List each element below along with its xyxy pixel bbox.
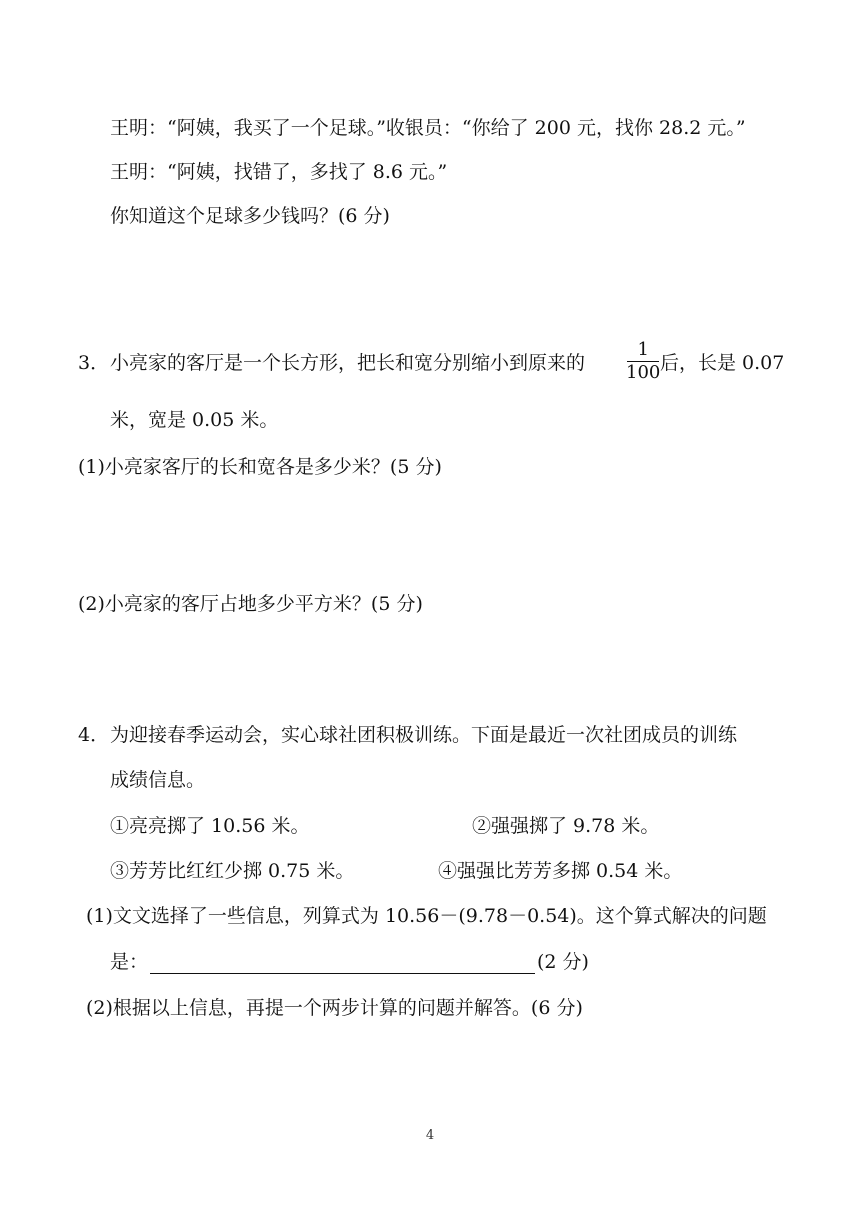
q4-info-4: ④强强比芳芳多掷 0.54 米。 — [438, 860, 683, 882]
answer-points: (2 分) — [537, 951, 589, 973]
q2-question: 你知道这个足球多少钱吗？(6 分) — [110, 205, 390, 227]
page-number: 4 — [425, 1128, 435, 1143]
fraction-numerator: 1 — [637, 339, 649, 360]
q4-sub-question-1-line-1: (1)文文选择了一些信息，列算式为 10.56－(9.78－0.54)。这个算式解决的问题 — [86, 905, 767, 927]
q4-line-1: 为迎接春季运动会，实心球社团积极训练。下面是最近一次社团成员的训练 — [110, 724, 738, 746]
q4-info-3: ③芳芳比红红少掷 0.75 米。 — [110, 860, 355, 882]
q4-number: 4． — [78, 724, 110, 746]
q3-sub-question-1: (1)小亮家客厅的长和宽各是多少米？(5 分) — [78, 456, 442, 478]
fraction-denominator: 100 — [626, 362, 661, 383]
q3-sub-question-2: (2)小亮家的客厅占地多少平方米？(5 分) — [78, 593, 423, 615]
q3-text-before-fraction: 小亮家的客厅是一个长方形，把长和宽分别缩小到原来的 — [110, 352, 586, 374]
q3-number: 3． — [78, 352, 110, 374]
q4-sub-question-2: (2)根据以上信息，再提一个两步计算的问题并解答。(6 分) — [86, 997, 583, 1019]
q3-line-2: 米，宽是 0.05 米。 — [110, 409, 279, 431]
q4-sub-question-1-line-2 — [110, 950, 589, 974]
q4-info-1: ①亮亮掷了 10.56 米。 — [110, 815, 310, 837]
q2-dialogue-line-1: 王明：“阿姨，我买了一个足球。”收银员：“你给了 200 元，找你 28.2 元。” — [110, 117, 746, 139]
q4-line-2: 成绩信息。 — [110, 769, 206, 791]
answer-prefix: 是： — [110, 951, 149, 973]
answer-blank[interactable] — [150, 953, 535, 974]
q3-fraction — [624, 340, 662, 383]
q3-text-after-fraction: 后，长是 0.07 — [660, 352, 785, 374]
q2-dialogue-line-2: 王明：“阿姨，找错了，多找了 8.6 元。” — [110, 161, 448, 183]
q4-info-2: ②强强掷了 9.78 米。 — [472, 815, 660, 837]
